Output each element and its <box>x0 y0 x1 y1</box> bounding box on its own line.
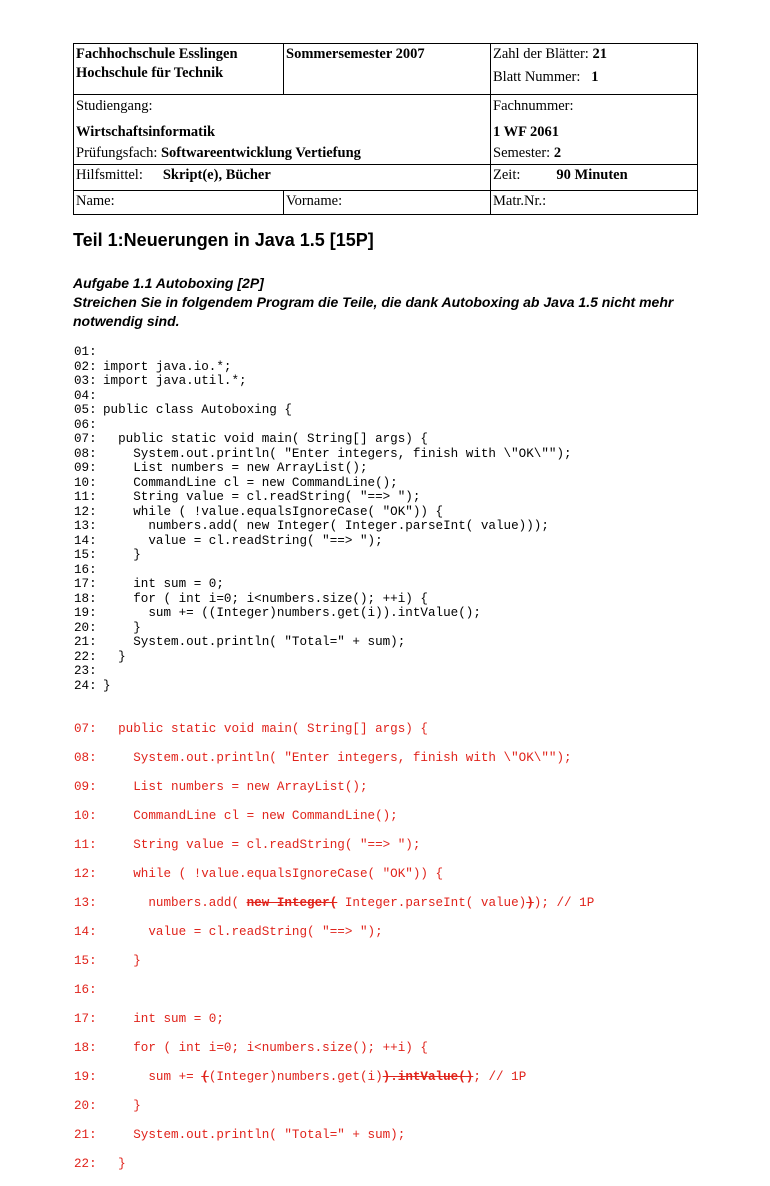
zeit-label: Zeit: <box>493 167 521 183</box>
code-line: 03: import java.util.*; <box>74 374 247 388</box>
studiengang-value: Wirtschaftsinformatik <box>76 124 216 140</box>
studiengang-label: Studiengang: <box>76 98 153 114</box>
code-line: 04: <box>74 388 97 403</box>
code-line: 01: <box>74 345 97 359</box>
code-line: 15: } <box>74 548 141 562</box>
code-line: 14: value = cl.readString( "==> "); <box>74 924 383 939</box>
hilfsmittel-label: Hilfsmittel: <box>76 167 143 183</box>
code-listing-solution <box>74 707 594 1186</box>
struck-text: ( <box>201 1069 209 1084</box>
zeit-value: 90 Minuten <box>556 167 628 183</box>
fachnummer-cell <box>491 95 698 144</box>
code-line-corrected: 19: sum += ((Integer)numbers.get(i)).intValue(); // 1P <box>74 1069 527 1084</box>
sheet-number-label: Blatt Nummer: <box>493 69 581 85</box>
code-line: 23: <box>74 664 97 678</box>
semester-cell <box>491 143 698 165</box>
matr-cell <box>491 191 698 215</box>
semester-value: 2 <box>553 145 562 161</box>
vorname-label: Vorname: <box>286 193 343 209</box>
code-line: 06: <box>74 417 97 432</box>
code-line: 12: while ( !value.equalsIgnoreCase( "OK")) { <box>74 504 444 519</box>
code-line: 22: } <box>74 649 126 664</box>
institution-cell <box>74 44 284 95</box>
vorname-cell <box>284 191 491 215</box>
code-line: 05: public class Autoboxing { <box>74 403 292 417</box>
code-line-corrected: 13: numbers.add( new Integer( Integer.parseInt( value))); // 1P <box>74 895 595 910</box>
code-line: 17: int sum = 0; <box>74 577 224 591</box>
code-line: 19: sum += ((Integer)numbers.get(i)).intValue(); <box>74 606 481 620</box>
code-line: 09: List numbers = new ArrayList(); <box>74 461 368 475</box>
struck-text: ) <box>526 895 534 910</box>
studiengang-cell <box>74 95 491 144</box>
fachnummer-value: 1 WF 2061 <box>493 124 560 140</box>
semester-label: Semester: <box>493 145 551 161</box>
hilfsmittel-cell <box>74 165 491 191</box>
fachnummer-label: Fachnummer: <box>493 98 574 114</box>
code-line: 20: } <box>74 620 141 635</box>
code-line: 18: for ( int i=0; i<numbers.size(); ++i) { <box>74 1040 428 1055</box>
sheet-number-value: 1 <box>591 69 599 85</box>
code-line: 18: for ( int i=0; i<numbers.size(); ++i) { <box>74 591 428 606</box>
code-listing-original <box>74 345 572 693</box>
zeit-cell <box>491 165 698 191</box>
task-title: Aufgabe 1.1 Autoboxing [2P] <box>73 275 264 291</box>
task-block <box>73 274 713 331</box>
section-title: Teil 1:Neuerungen in Java 1.5 [15P] <box>73 230 374 250</box>
struck-text: ).intValue() <box>382 1069 474 1084</box>
semester-term: Sommersemester 2007 <box>286 46 425 62</box>
institution-line1: Fachhochschule Esslingen <box>76 46 238 62</box>
code-line: 11: String value = cl.readString( "==> "); <box>74 490 421 504</box>
code-line: 17: int sum = 0; <box>74 1011 224 1026</box>
struck-text: new Integer( <box>246 895 338 910</box>
pruefungsfach-label: Prüfungsfach: <box>76 145 158 161</box>
sheets-label: Zahl der Blätter: <box>493 46 589 62</box>
code-line: 21: System.out.println( "Total=" + sum); <box>74 1127 406 1142</box>
semester-term-cell <box>284 44 491 95</box>
matr-label: Matr.Nr.: <box>493 193 547 209</box>
code-line: 02: import java.io.*; <box>74 359 232 374</box>
code-line: 11: String value = cl.readString( "==> "); <box>74 837 421 852</box>
code-line: 08: System.out.println( "Enter integers, finish with \"OK\""); <box>74 750 572 765</box>
code-line: 15: } <box>74 953 141 968</box>
pruefungsfach-value: Softwareentwicklung Vertiefung <box>160 145 361 161</box>
code-line: 10: CommandLine cl = new CommandLine(); <box>74 475 398 490</box>
task-instruction: Streichen Sie in folgendem Program die Teile, die dank Autoboxing ab Java 1.5 nicht mehr notwendig sind. <box>73 294 674 329</box>
exam-header-table <box>73 43 698 215</box>
code-line: 09: List numbers = new ArrayList(); <box>74 779 368 794</box>
code-line: 07: public static void main( String[] args) { <box>74 721 428 736</box>
name-cell <box>74 191 284 215</box>
code-line: 10: CommandLine cl = new CommandLine(); <box>74 808 398 823</box>
code-line: 21: System.out.println( "Total=" + sum); <box>74 635 406 649</box>
code-line: 12: while ( !value.equalsIgnoreCase( "OK")) { <box>74 866 444 881</box>
name-label: Name: <box>76 193 115 209</box>
code-line: 13: numbers.add( new Integer( Integer.parseInt( value))); <box>74 519 549 533</box>
code-line: 24: } <box>74 678 111 693</box>
code-line: 20: } <box>74 1098 141 1113</box>
hilfsmittel-value: Skript(e), Bücher <box>162 167 271 183</box>
code-line: 14: value = cl.readString( "==> "); <box>74 533 383 548</box>
code-line: 16: <box>74 982 97 997</box>
institution-line2: Hochschule für Technik <box>76 65 224 81</box>
sheets-cell <box>491 44 698 95</box>
code-line: 16: <box>74 562 97 577</box>
code-line: 07: public static void main( String[] args) { <box>74 432 428 446</box>
code-line: 22: } <box>74 1156 126 1171</box>
sheets-value: 21 <box>592 46 607 62</box>
pruefungsfach-cell <box>74 143 491 165</box>
code-line: 08: System.out.println( "Enter integers, finish with \"OK\""); <box>74 446 572 461</box>
